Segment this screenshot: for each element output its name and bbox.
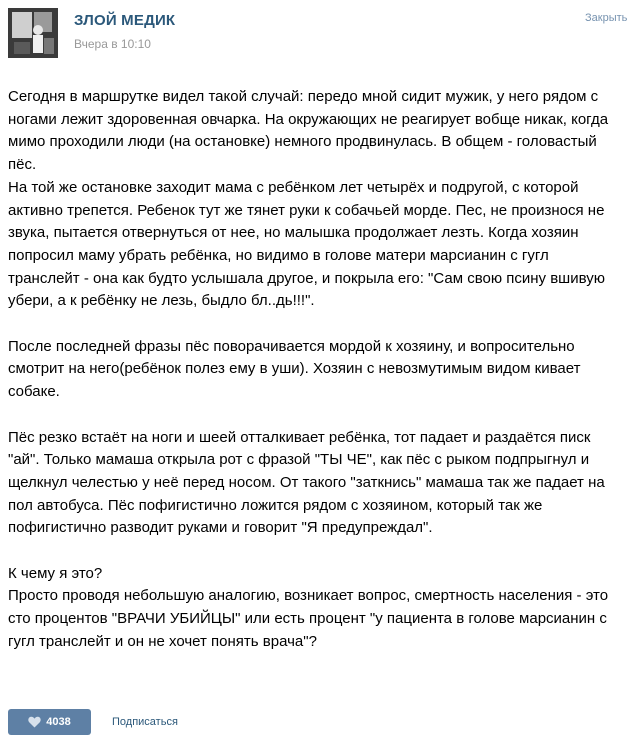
post-paragraph: Просто проводя небольшую аналогию, возникает вопрос, смертность населения - это сто процентов "ВРАЧИ УБИЙЦЫ" или есть процент "у пациента в голове марсианин с гугл транслейт и он не хочет понять врача"?	[8, 587, 609, 650]
paragraph-gap	[8, 313, 614, 336]
author-name[interactable]: ЗЛОЙ МЕДИК	[74, 12, 176, 29]
paragraph-gap	[8, 540, 614, 563]
post-paragraph: На той же остановке заходит мама с ребёнком лет четырёх и подругой, с которой активно трепется. Ребенок тут же тянет руки к собачьей морде. Пес, не произнося не звука, пытается отвернуться от нее, но малышка продолжает лезть. Когда хозяин попросил маму убрать ребёнка, но видимо в голове матери марсианин с гугл транслейт - она как будто услышала другое, и покрыла его: "Сам свою псину вшивую убери, а к ребёнку не лезь, быдло бл..дь!!!".	[8, 178, 605, 310]
paragraph-gap	[8, 404, 614, 427]
avatar-image-icon	[8, 8, 58, 58]
post-paragraph: Сегодня в маршрутке видел такой случай: передо мной сидит мужик, у него рядом с ногами лежит здоровенная овчарка. На окружающих не реагирует вобще никак, когда мимо проходили люди (на остановке) немного продвинулась. В общем - головастый пёс.	[8, 88, 609, 174]
close-link[interactable]: Закрыть	[585, 12, 627, 24]
post-paragraph: К чему я это?	[8, 564, 103, 582]
heart-icon	[28, 716, 41, 728]
avatar[interactable]	[8, 8, 58, 58]
post-paragraph: Пёс резко встаёт на ноги и шеей отталкивает ребёнка, тот падает и раздаётся писк "ай". Только мамаша открыла рот с фразой "ТЫ ЧЕ", как пёс с рыком подпрыгнул и щелкнул челестью у неё перед носом. От такого "заткнись" мамаша так же падает на пол автобуса. Пёс пофигистично ложится рядом с хозяином, который так же пофигистично разводит руками и говорит "Я предупреждал".	[8, 428, 605, 537]
subscribe-link[interactable]: Подписаться	[112, 716, 178, 728]
like-button[interactable]	[8, 709, 91, 735]
post-paragraph: После последней фразы пёс поворачивается мордой к хозяину, и вопросительно смотрит на него(ребёнок полез ему в уши). Хозяин с невозмутимым видом кивает собаке.	[8, 337, 581, 401]
post-time[interactable]: Вчера в 10:10	[74, 37, 151, 51]
post-header	[0, 0, 627, 70]
post-text	[8, 86, 614, 654]
like-count: 4038	[46, 716, 71, 728]
